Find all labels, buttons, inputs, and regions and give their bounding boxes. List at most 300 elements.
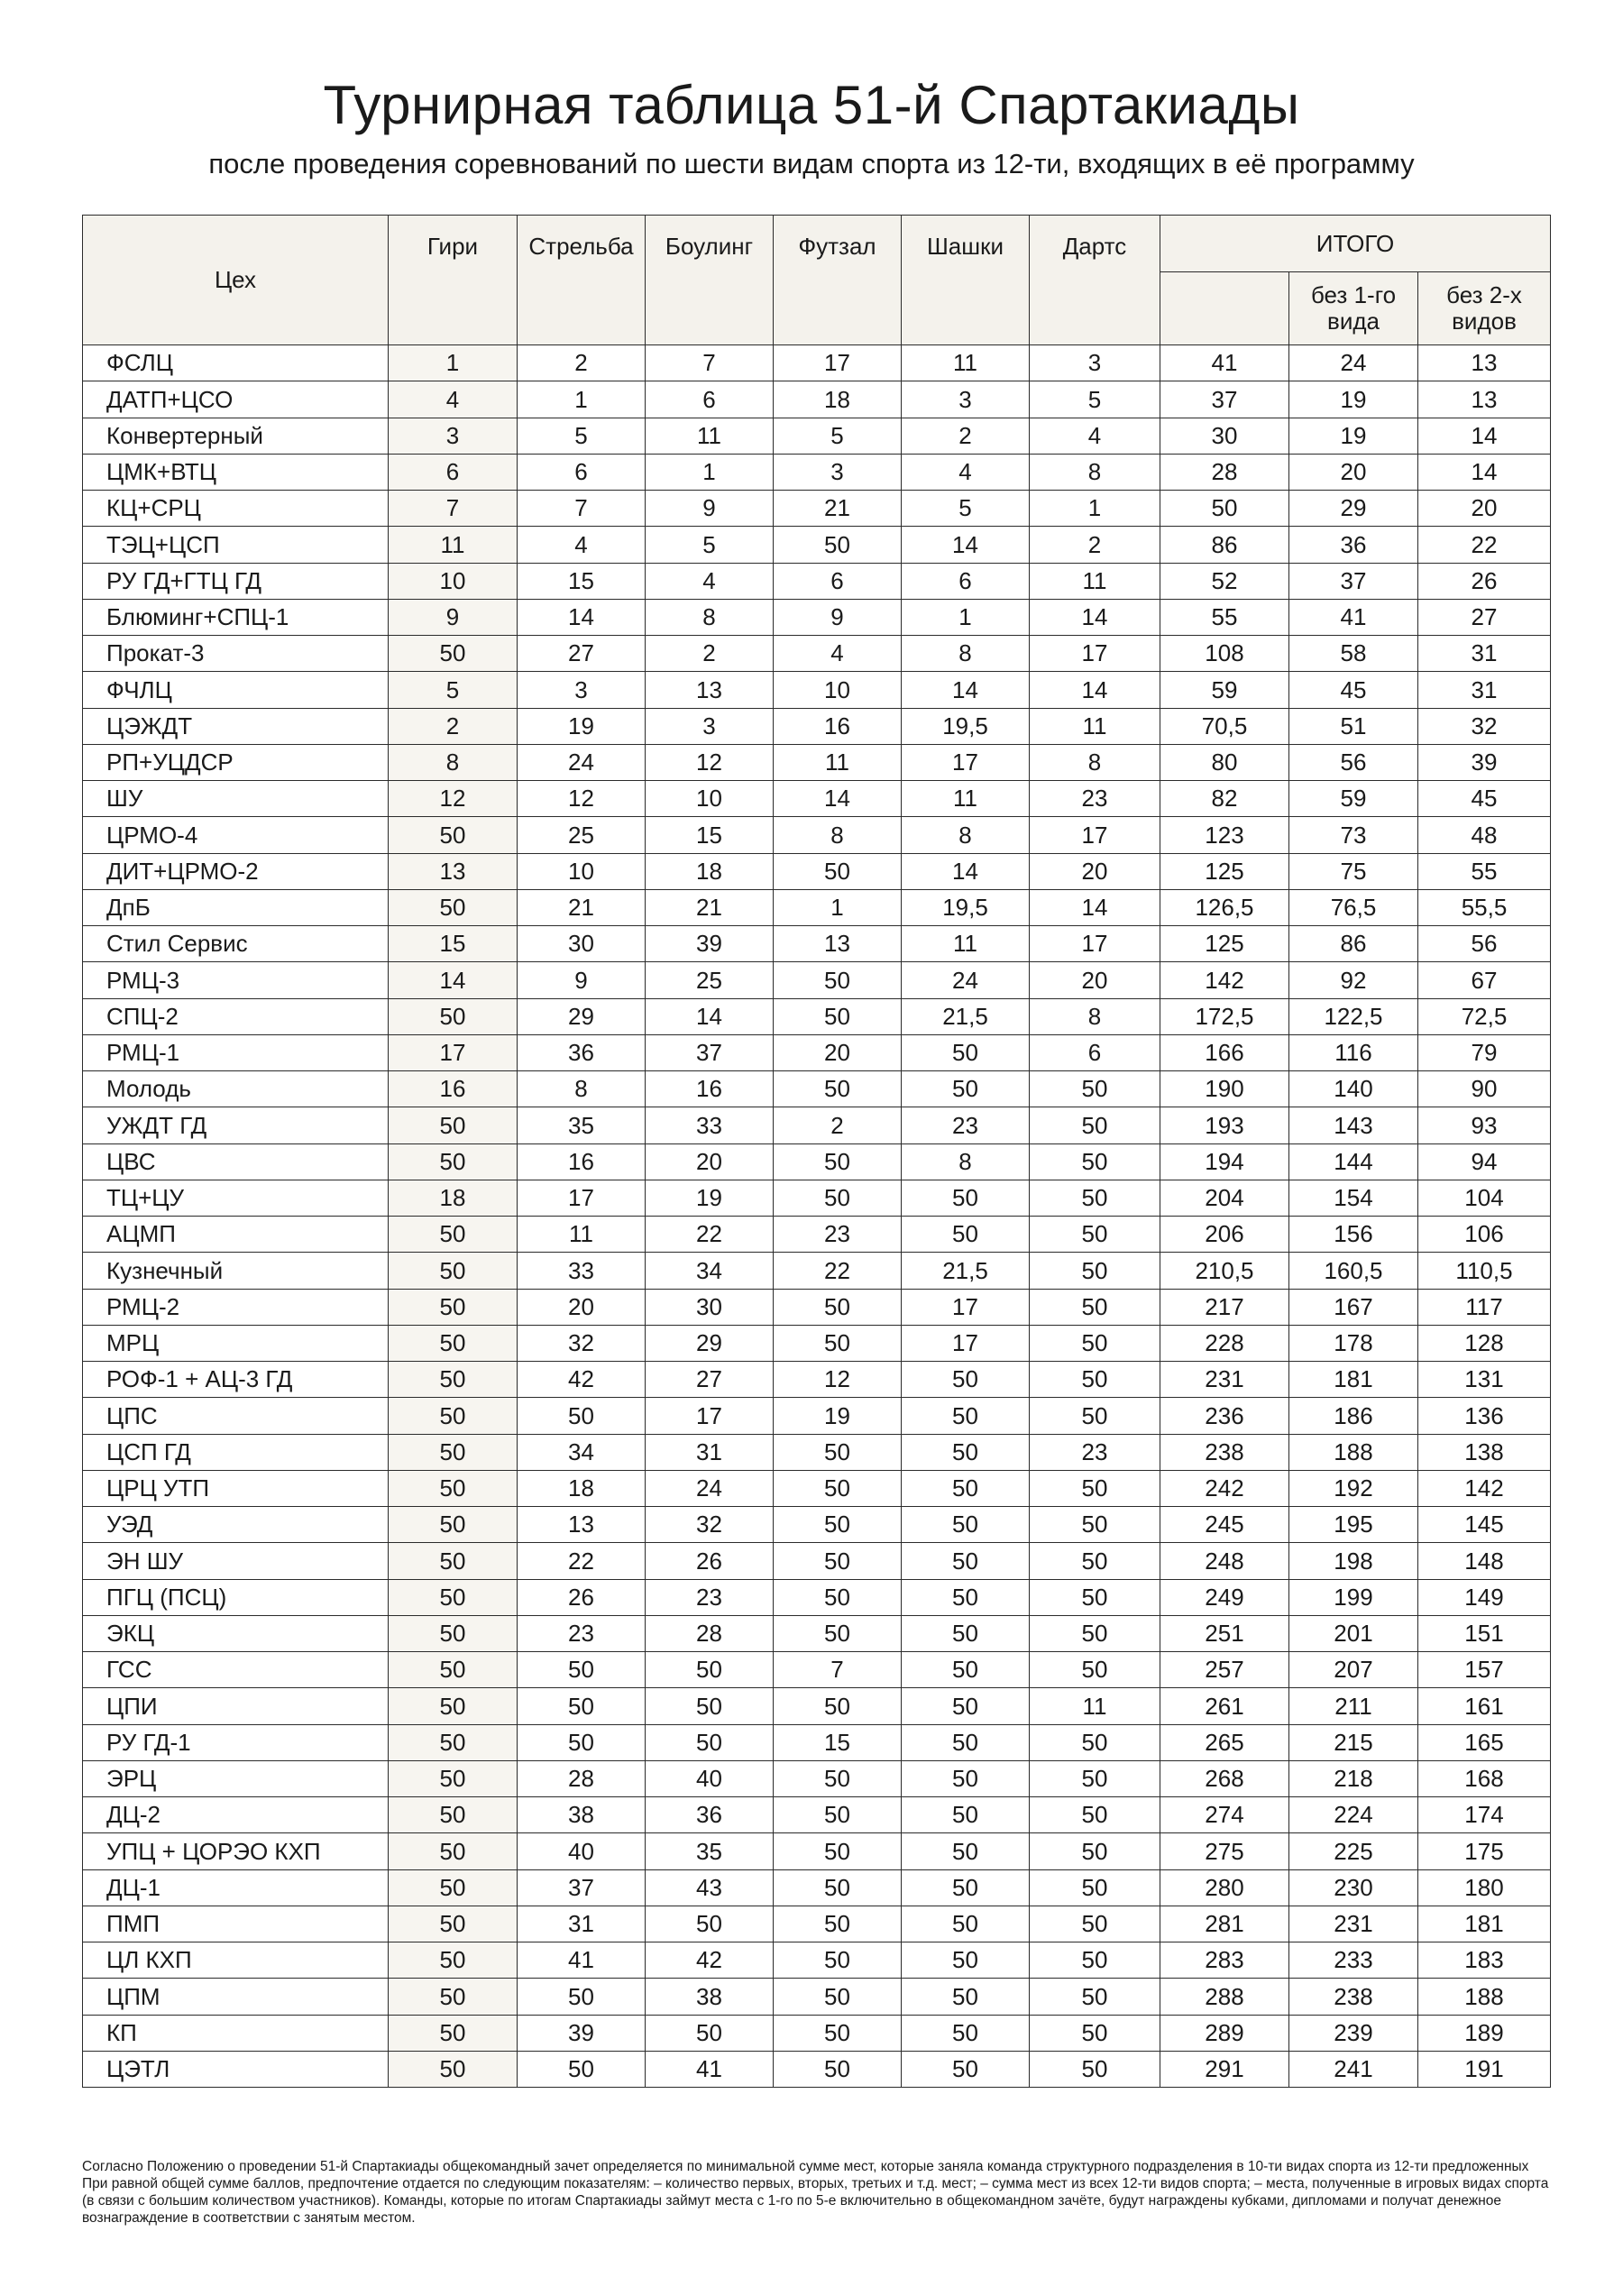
futsal-cell: 50: [774, 1434, 902, 1470]
total-without-1-cell: 186: [1289, 1398, 1418, 1434]
footnote: Согласно Положению о проведении 51-й Спартакиады общекомандный зачет определяется по минимальной сумме мест, которые заняла команда структурного подразделения в 10-ти видах спорта из 12-ти предложенных При равной общей сумме баллов, предпочтение отдается по следующим показателям: – количество первых, вторых, третьих и т.д. мест; – сумма мест из всех 12-ти видов спорта; – места, полученные в игровых видах спорта (в связи с большим количеством участников). Команды, которые по итогам Спартакиады займут места с 1-го по 5-е включительно в общекомандном зачёте, будут награждены кубками, дипломами и получат денежное вознаграждение в соответствии с занятым местом.: [82, 2159, 1549, 2226]
total-without-1-cell: 211: [1289, 1688, 1418, 1724]
table-row: [83, 1034, 1551, 1070]
bowling-cell: 11: [646, 418, 774, 454]
total-cell: 193: [1160, 1107, 1289, 1143]
darts-cell: 50: [1030, 1615, 1160, 1651]
bowling-cell: 18: [646, 853, 774, 889]
table-row: [83, 1942, 1551, 1979]
bowling-cell: 2: [646, 636, 774, 672]
darts-cell: 50: [1030, 1071, 1160, 1107]
kettlebell-cell: 15: [389, 926, 518, 962]
futsal-cell: 50: [774, 1615, 902, 1651]
total-without-1-cell: 167: [1289, 1289, 1418, 1325]
shooting-cell: 33: [518, 1253, 646, 1289]
kettlebell-cell: 50: [389, 1615, 518, 1651]
kettlebell-cell: 50: [389, 998, 518, 1034]
table-row: [83, 1979, 1551, 2015]
total-cell: 231: [1160, 1362, 1289, 1398]
table-row: [83, 1362, 1551, 1398]
total-without-2-cell: 104: [1418, 1180, 1551, 1216]
total-without-1-cell: 241: [1289, 2051, 1418, 2087]
total-without-1-cell: 181: [1289, 1362, 1418, 1398]
table-row: [83, 1760, 1551, 1796]
table-row: [83, 1906, 1551, 1942]
darts-cell: 14: [1030, 599, 1160, 635]
shooting-cell: 26: [518, 1579, 646, 1615]
total-without-2-cell: 22: [1418, 527, 1551, 563]
bowling-cell: 22: [646, 1217, 774, 1253]
futsal-cell: 50: [774, 1760, 902, 1796]
darts-cell: 23: [1030, 1434, 1160, 1470]
total-without-2-cell: 161: [1418, 1688, 1551, 1724]
futsal-cell: 50: [774, 1833, 902, 1869]
table-row: [83, 1579, 1551, 1615]
checkers-cell: 23: [902, 1107, 1030, 1143]
total-without-2-cell: 106: [1418, 1217, 1551, 1253]
futsal-cell: 50: [774, 962, 902, 998]
checkers-cell: 50: [902, 1470, 1030, 1506]
total-cell: 190: [1160, 1071, 1289, 1107]
team-name-cell: ЦВС: [83, 1143, 389, 1180]
kettlebell-cell: 11: [389, 527, 518, 563]
darts-cell: 17: [1030, 926, 1160, 962]
shooting-cell: 9: [518, 962, 646, 998]
futsal-cell: 50: [774, 1942, 902, 1979]
bowling-cell: 1: [646, 454, 774, 490]
total-cell: 142: [1160, 962, 1289, 998]
team-name-cell: ГСС: [83, 1652, 389, 1688]
futsal-cell: 19: [774, 1398, 902, 1434]
table-row: [83, 527, 1551, 563]
standings-table: [82, 215, 1551, 2088]
shooting-cell: 25: [518, 817, 646, 853]
kettlebell-cell: 50: [389, 1579, 518, 1615]
team-name-cell: ФЧЛЦ: [83, 672, 389, 708]
darts-cell: 50: [1030, 1760, 1160, 1796]
team-name-cell: МРЦ: [83, 1325, 389, 1361]
futsal-cell: 50: [774, 1579, 902, 1615]
table-row: [83, 672, 1551, 708]
checkers-cell: 11: [902, 345, 1030, 381]
team-name-cell: ФСЛЦ: [83, 345, 389, 381]
bowling-cell: 4: [646, 563, 774, 599]
total-without-1-cell: 19: [1289, 418, 1418, 454]
futsal-cell: 50: [774, 1797, 902, 1833]
total-without-1-cell: 198: [1289, 1543, 1418, 1579]
futsal-cell: 15: [774, 1724, 902, 1760]
total-cell: 55: [1160, 599, 1289, 635]
table-row: [83, 418, 1551, 454]
checkers-cell: 1: [902, 599, 1030, 635]
total-without-1-cell: 143: [1289, 1107, 1418, 1143]
checkers-cell: 3: [902, 381, 1030, 418]
total-cell: 82: [1160, 781, 1289, 817]
bowling-cell: 25: [646, 962, 774, 998]
kettlebell-cell: 50: [389, 1543, 518, 1579]
darts-cell: 50: [1030, 1398, 1160, 1434]
shooting-cell: 19: [518, 708, 646, 744]
table-row: [83, 1071, 1551, 1107]
total-cell: 70,5: [1160, 708, 1289, 744]
table-row: [83, 454, 1551, 490]
checkers-cell: 21,5: [902, 1253, 1030, 1289]
header-sport-checkers: Шашки: [902, 216, 1030, 345]
kettlebell-cell: 50: [389, 2051, 518, 2087]
table-row: [83, 1253, 1551, 1289]
total-without-2-cell: 32: [1418, 708, 1551, 744]
total-without-2-cell: 110,5: [1418, 1253, 1551, 1289]
total-without-1-cell: 59: [1289, 781, 1418, 817]
total-without-2-cell: 79: [1418, 1034, 1551, 1070]
team-name-cell: УЖДТ ГД: [83, 1107, 389, 1143]
team-name-cell: ЦМК+ВТЦ: [83, 454, 389, 490]
bowling-cell: 14: [646, 998, 774, 1034]
total-cell: 261: [1160, 1688, 1289, 1724]
total-without-2-cell: 117: [1418, 1289, 1551, 1325]
shooting-cell: 29: [518, 998, 646, 1034]
total-without-1-cell: 56: [1289, 744, 1418, 780]
checkers-cell: 50: [902, 1434, 1030, 1470]
total-cell: 108: [1160, 636, 1289, 672]
total-without-2-cell: 14: [1418, 454, 1551, 490]
total-without-1-cell: 201: [1289, 1615, 1418, 1651]
shooting-cell: 50: [518, 1724, 646, 1760]
futsal-cell: 50: [774, 2051, 902, 2087]
total-without-2-cell: 31: [1418, 672, 1551, 708]
kettlebell-cell: 10: [389, 563, 518, 599]
total-cell: 126,5: [1160, 889, 1289, 925]
total-cell: 291: [1160, 2051, 1289, 2087]
shooting-cell: 35: [518, 1107, 646, 1143]
total-without-2-cell: 138: [1418, 1434, 1551, 1470]
futsal-cell: 6: [774, 563, 902, 599]
total-without-2-cell: 48: [1418, 817, 1551, 853]
checkers-cell: 50: [902, 2015, 1030, 2051]
total-cell: 265: [1160, 1724, 1289, 1760]
bowling-cell: 3: [646, 708, 774, 744]
total-without-2-cell: 56: [1418, 926, 1551, 962]
total-cell: 37: [1160, 381, 1289, 418]
bowling-cell: 32: [646, 1507, 774, 1543]
total-without-2-cell: 20: [1418, 491, 1551, 527]
total-without-2-cell: 183: [1418, 1942, 1551, 1979]
total-cell: 86: [1160, 527, 1289, 563]
darts-cell: 50: [1030, 1143, 1160, 1180]
bowling-cell: 19: [646, 1180, 774, 1216]
total-without-1-cell: 122,5: [1289, 998, 1418, 1034]
bowling-cell: 43: [646, 1869, 774, 1906]
page-subtitle: после проведения соревнований по шести видам спорта из 12-ти, входящих в её программу: [208, 148, 1415, 179]
kettlebell-cell: 50: [389, 1253, 518, 1289]
darts-cell: 14: [1030, 672, 1160, 708]
bowling-cell: 8: [646, 599, 774, 635]
total-without-2-cell: 131: [1418, 1362, 1551, 1398]
table-row: [83, 1289, 1551, 1325]
shooting-cell: 34: [518, 1434, 646, 1470]
team-name-cell: ЭН ШУ: [83, 1543, 389, 1579]
futsal-cell: 50: [774, 1688, 902, 1724]
header-sport-bowling: Боулинг: [646, 216, 774, 345]
total-without-1-cell: 207: [1289, 1652, 1418, 1688]
darts-cell: 50: [1030, 1289, 1160, 1325]
total-without-1-cell: 154: [1289, 1180, 1418, 1216]
total-without-1-cell: 29: [1289, 491, 1418, 527]
total-without-2-cell: 151: [1418, 1615, 1551, 1651]
total-without-1-cell: 238: [1289, 1979, 1418, 2015]
shooting-cell: 7: [518, 491, 646, 527]
bowling-cell: 40: [646, 1760, 774, 1796]
darts-cell: 50: [1030, 1833, 1160, 1869]
checkers-cell: 50: [902, 1942, 1030, 1979]
kettlebell-cell: 50: [389, 1398, 518, 1434]
checkers-cell: 5: [902, 491, 1030, 527]
team-name-cell: ДИТ+ЦРМО-2: [83, 853, 389, 889]
total-without-2-cell: 188: [1418, 1979, 1551, 2015]
bowling-cell: 38: [646, 1979, 774, 2015]
futsal-cell: 8: [774, 817, 902, 853]
total-cell: 289: [1160, 2015, 1289, 2051]
total-cell: 172,5: [1160, 998, 1289, 1034]
total-without-1-cell: 178: [1289, 1325, 1418, 1361]
kettlebell-cell: 50: [389, 2015, 518, 2051]
total-cell: 245: [1160, 1507, 1289, 1543]
table-row: [83, 1652, 1551, 1688]
total-cell: 30: [1160, 418, 1289, 454]
team-name-cell: ДпБ: [83, 889, 389, 925]
team-name-cell: РМЦ-1: [83, 1034, 389, 1070]
total-without-2-cell: 26: [1418, 563, 1551, 599]
team-name-cell: ЭКЦ: [83, 1615, 389, 1651]
darts-cell: 1: [1030, 491, 1160, 527]
futsal-cell: 22: [774, 1253, 902, 1289]
futsal-cell: 50: [774, 1143, 902, 1180]
kettlebell-cell: 50: [389, 1724, 518, 1760]
total-without-2-cell: 168: [1418, 1760, 1551, 1796]
total-without-2-cell: 27: [1418, 599, 1551, 635]
shooting-cell: 16: [518, 1143, 646, 1180]
futsal-cell: 9: [774, 599, 902, 635]
total-without-1-cell: 225: [1289, 1833, 1418, 1869]
kettlebell-cell: 50: [389, 1143, 518, 1180]
total-without-1-cell: 58: [1289, 636, 1418, 672]
kettlebell-cell: 14: [389, 962, 518, 998]
table-row: [83, 563, 1551, 599]
checkers-cell: 14: [902, 672, 1030, 708]
team-name-cell: ЦПМ: [83, 1979, 389, 2015]
darts-cell: 50: [1030, 1470, 1160, 1506]
darts-cell: 50: [1030, 1869, 1160, 1906]
shooting-cell: 20: [518, 1289, 646, 1325]
team-name-cell: РМЦ-3: [83, 962, 389, 998]
header-total-group: ИТОГО: [1160, 216, 1551, 272]
shooting-cell: 40: [518, 1833, 646, 1869]
total-without-2-cell: 14: [1418, 418, 1551, 454]
total-without-2-cell: 148: [1418, 1543, 1551, 1579]
shooting-cell: 4: [518, 527, 646, 563]
bowling-cell: 33: [646, 1107, 774, 1143]
total-cell: 257: [1160, 1652, 1289, 1688]
kettlebell-cell: 2: [389, 708, 518, 744]
kettlebell-cell: 50: [389, 1289, 518, 1325]
table-row: [83, 1398, 1551, 1434]
futsal-cell: 50: [774, 1470, 902, 1506]
bowling-cell: 17: [646, 1398, 774, 1434]
kettlebell-cell: 3: [389, 418, 518, 454]
shooting-cell: 21: [518, 889, 646, 925]
darts-cell: 50: [1030, 1217, 1160, 1253]
bowling-cell: 27: [646, 1362, 774, 1398]
table-row: [83, 381, 1551, 418]
checkers-cell: 19,5: [902, 708, 1030, 744]
total-without-1-cell: 75: [1289, 853, 1418, 889]
header-sport-shooting: Стрельба: [518, 216, 646, 345]
total-cell: 123: [1160, 817, 1289, 853]
total-without-2-cell: 55,5: [1418, 889, 1551, 925]
total-without-1-cell: 140: [1289, 1071, 1418, 1107]
shooting-cell: 32: [518, 1325, 646, 1361]
table-row: [83, 1325, 1551, 1361]
bowling-cell: 35: [646, 1833, 774, 1869]
total-without-1-cell: 156: [1289, 1217, 1418, 1253]
darts-cell: 50: [1030, 1979, 1160, 2015]
futsal-cell: 11: [774, 744, 902, 780]
total-without-1-cell: 160,5: [1289, 1253, 1418, 1289]
kettlebell-cell: 50: [389, 1942, 518, 1979]
checkers-cell: 50: [902, 1906, 1030, 1942]
table-row: [83, 1143, 1551, 1180]
bowling-cell: 7: [646, 345, 774, 381]
checkers-cell: 50: [902, 1180, 1030, 1216]
table-row: [83, 2051, 1551, 2087]
table-row: [83, 853, 1551, 889]
total-without-2-cell: 189: [1418, 2015, 1551, 2051]
futsal-cell: 20: [774, 1034, 902, 1070]
darts-cell: 8: [1030, 454, 1160, 490]
futsal-cell: 50: [774, 1507, 902, 1543]
kettlebell-cell: 50: [389, 1906, 518, 1942]
futsal-cell: 50: [774, 1289, 902, 1325]
team-name-cell: АЦМП: [83, 1217, 389, 1253]
darts-cell: 3: [1030, 345, 1160, 381]
total-without-1-cell: 19: [1289, 381, 1418, 418]
shooting-cell: 28: [518, 1760, 646, 1796]
kettlebell-cell: 50: [389, 1217, 518, 1253]
total-without-2-cell: 55: [1418, 853, 1551, 889]
total-cell: 228: [1160, 1325, 1289, 1361]
header-sport-darts: Дартс: [1030, 216, 1160, 345]
kettlebell-cell: 50: [389, 1434, 518, 1470]
checkers-cell: 50: [902, 1579, 1030, 1615]
darts-cell: 50: [1030, 1507, 1160, 1543]
shooting-cell: 37: [518, 1869, 646, 1906]
total-without-1-cell: 36: [1289, 527, 1418, 563]
darts-cell: 50: [1030, 2015, 1160, 2051]
shooting-cell: 50: [518, 1652, 646, 1688]
checkers-cell: 2: [902, 418, 1030, 454]
total-cell: 28: [1160, 454, 1289, 490]
kettlebell-cell: 50: [389, 1869, 518, 1906]
total-without-2-cell: 93: [1418, 1107, 1551, 1143]
bowling-cell: 50: [646, 1724, 774, 1760]
shooting-cell: 50: [518, 2051, 646, 2087]
darts-cell: 11: [1030, 708, 1160, 744]
kettlebell-cell: 13: [389, 853, 518, 889]
total-without-2-cell: 13: [1418, 345, 1551, 381]
darts-cell: 5: [1030, 381, 1160, 418]
total-without-1-cell: 51: [1289, 708, 1418, 744]
total-without-1-cell: 92: [1289, 962, 1418, 998]
bowling-cell: 23: [646, 1579, 774, 1615]
futsal-cell: 2: [774, 1107, 902, 1143]
bowling-cell: 5: [646, 527, 774, 563]
total-without-1-cell: 233: [1289, 1942, 1418, 1979]
darts-cell: 50: [1030, 1579, 1160, 1615]
team-name-cell: ЦРЦ УТП: [83, 1470, 389, 1506]
table-row: [83, 744, 1551, 780]
futsal-cell: 50: [774, 1180, 902, 1216]
shooting-cell: 38: [518, 1797, 646, 1833]
team-name-cell: ЦПС: [83, 1398, 389, 1434]
team-name-cell: ПГЦ (ПСЦ): [83, 1579, 389, 1615]
table-row: [83, 998, 1551, 1034]
table-row: [83, 1217, 1551, 1253]
darts-cell: 50: [1030, 1362, 1160, 1398]
shooting-cell: 5: [518, 418, 646, 454]
table-row: [83, 1615, 1551, 1651]
total-without-1-cell: 116: [1289, 1034, 1418, 1070]
futsal-cell: 4: [774, 636, 902, 672]
team-name-cell: Конвертерный: [83, 418, 389, 454]
kettlebell-cell: 50: [389, 1325, 518, 1361]
shooting-cell: 22: [518, 1543, 646, 1579]
total-without-1-cell: 224: [1289, 1797, 1418, 1833]
team-name-cell: КП: [83, 2015, 389, 2051]
futsal-cell: 50: [774, 998, 902, 1034]
bowling-cell: 13: [646, 672, 774, 708]
checkers-cell: 24: [902, 962, 1030, 998]
darts-cell: 50: [1030, 1906, 1160, 1942]
total-without-1-cell: 20: [1289, 454, 1418, 490]
kettlebell-cell: 1: [389, 345, 518, 381]
total-cell: 52: [1160, 563, 1289, 599]
darts-cell: 11: [1030, 1688, 1160, 1724]
bowling-cell: 16: [646, 1071, 774, 1107]
checkers-cell: 50: [902, 1797, 1030, 1833]
total-cell: 41: [1160, 345, 1289, 381]
shooting-cell: 39: [518, 2015, 646, 2051]
shooting-cell: 23: [518, 1615, 646, 1651]
total-without-2-cell: 175: [1418, 1833, 1551, 1869]
checkers-cell: 6: [902, 563, 1030, 599]
kettlebell-cell: 12: [389, 781, 518, 817]
kettlebell-cell: 50: [389, 1760, 518, 1796]
darts-cell: 50: [1030, 1180, 1160, 1216]
total-cell: 268: [1160, 1760, 1289, 1796]
total-cell: 281: [1160, 1906, 1289, 1942]
darts-cell: 50: [1030, 1543, 1160, 1579]
total-cell: 125: [1160, 926, 1289, 962]
table-row: [83, 1797, 1551, 1833]
checkers-cell: 50: [902, 1979, 1030, 2015]
team-name-cell: ДАТП+ЦСО: [83, 381, 389, 418]
team-name-cell: ТЭЦ+ЦСП: [83, 527, 389, 563]
shooting-cell: 13: [518, 1507, 646, 1543]
bowling-cell: 28: [646, 1615, 774, 1651]
total-without-2-cell: 13: [1418, 381, 1551, 418]
table-row: [83, 1833, 1551, 1869]
checkers-cell: 21,5: [902, 998, 1030, 1034]
